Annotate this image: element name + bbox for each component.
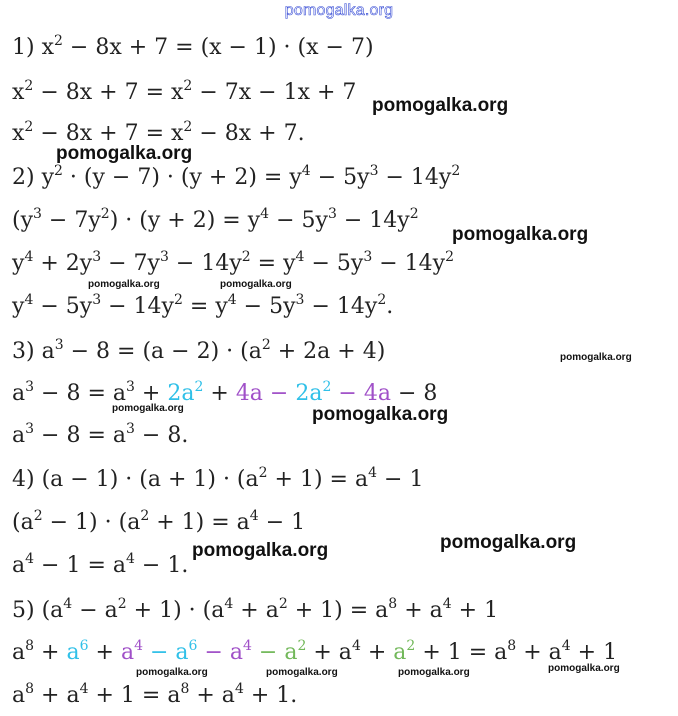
expression-text: 3) a	[12, 339, 55, 364]
exponent: 8	[507, 638, 517, 654]
expression-text: − 14y	[378, 165, 452, 190]
equation-line-4	[12, 163, 460, 193]
expression-text: x	[12, 121, 25, 146]
expression-text: + a	[189, 683, 235, 708]
exponent: 4	[295, 249, 305, 265]
exponent: 3	[295, 292, 305, 308]
exponent: 2	[53, 33, 63, 49]
equation-line-8	[12, 337, 385, 367]
watermark-text: pomogalka.org	[136, 667, 208, 678]
exponent: 6	[79, 638, 89, 654]
equation-line-16	[12, 681, 297, 711]
watermark-text: pomogalka.org	[452, 224, 589, 245]
expression-text: + a	[306, 640, 352, 665]
exponent: 4	[243, 638, 252, 654]
exponent: 4	[25, 551, 35, 567]
expression-text: − 5y	[269, 208, 328, 233]
watermark-text: pomogalka.org	[220, 279, 292, 290]
watermark-text: pomogalka.org	[560, 352, 632, 363]
expression-text: − 1.	[134, 553, 189, 578]
expression-text: 4a −	[235, 381, 296, 406]
exponent: 2	[451, 163, 461, 179]
expression-text: + 2y	[33, 251, 93, 276]
expression-text: − 8x + 7 = (x − 1) · (x − 7)	[62, 35, 374, 60]
exponent: 2	[322, 379, 332, 395]
equation-line-13	[12, 551, 188, 581]
exponent: 2	[33, 508, 43, 524]
exponent: 2	[100, 206, 110, 222]
expression-text: 2a	[167, 381, 195, 406]
expression-text: y	[12, 294, 25, 319]
equation-line-15	[12, 638, 617, 668]
expression-text: + 1	[451, 598, 499, 623]
exponent: 2	[173, 292, 183, 308]
expression-text: a	[12, 640, 26, 665]
exponent: 2	[406, 638, 416, 654]
equation-line-5	[12, 206, 419, 236]
expression-text: − 1	[377, 467, 424, 492]
exponent: 3	[33, 206, 42, 222]
expression-text: a	[12, 553, 26, 578]
exponent: 4	[24, 249, 34, 265]
expression-text: − 8 = a	[34, 381, 126, 406]
equation-line-2	[12, 78, 356, 108]
expression-text: + a	[34, 683, 80, 708]
expression-text: a	[12, 381, 26, 406]
exponent: 4	[24, 292, 34, 308]
expression-text: − 8 = a	[34, 423, 126, 448]
watermark-text: pomogalka.org	[56, 143, 193, 164]
exponent: 4	[224, 596, 234, 612]
exponent: 2	[183, 119, 193, 135]
expression-text: 2) y	[12, 165, 55, 190]
exponent: 8	[180, 681, 190, 697]
watermark-text: pomogalka.org	[266, 667, 338, 678]
exponent: 4	[227, 292, 237, 308]
exponent: 4	[442, 596, 452, 612]
expression-text: + a	[397, 598, 443, 623]
expression-text: 5) (a	[12, 598, 64, 623]
expression-text: 4) (a − 1) · (a + 1) · (a	[12, 467, 259, 492]
expression-text: + 1) = a	[287, 598, 389, 623]
expression-text: .	[386, 294, 394, 319]
exponent: 4	[126, 551, 135, 567]
exponent: 3	[54, 337, 64, 353]
exponent: 3	[369, 163, 379, 179]
expression-text: − 8x + 7.	[192, 121, 305, 146]
exponent: 2	[194, 379, 204, 395]
equation-line-12	[12, 508, 305, 538]
expression-text: − 5y	[33, 294, 93, 319]
exponent: 3	[25, 379, 35, 395]
equation-line-10	[12, 421, 188, 451]
expression-text: (a	[12, 510, 34, 535]
expression-text: − a	[251, 640, 298, 665]
expression-text: +	[360, 640, 394, 665]
exponent: 3	[92, 249, 102, 265]
expression-text: − a	[72, 598, 118, 623]
exponent: 4	[234, 681, 244, 697]
expression-text: a	[120, 640, 135, 665]
expression-text: a	[66, 640, 80, 665]
exponent: 6	[188, 638, 198, 654]
exponent: 2	[261, 337, 271, 353]
watermark-text: pomogalka.org	[112, 403, 184, 414]
expression-text: x	[12, 80, 25, 105]
exponent: 2	[445, 249, 455, 265]
exponent: 2	[258, 465, 268, 481]
exponent: 4	[351, 638, 361, 654]
expression-text: − 8 = (a − 2) · (a	[63, 339, 262, 364]
expression-text: +	[134, 381, 168, 406]
expression-text: + a	[516, 640, 562, 665]
expression-text: + 1) = a	[267, 467, 369, 492]
expression-text: · (y − 7) · (y + 2) = y	[62, 165, 302, 190]
expression-text: +	[34, 640, 67, 665]
expression-text: − 8	[390, 381, 438, 406]
expression-text: +	[203, 381, 236, 406]
expression-text: − 5y	[304, 251, 364, 276]
expression-text: − 7y	[41, 208, 101, 233]
expression-text: − 1) · (a	[42, 510, 141, 535]
expression-text: + 1) = a	[149, 510, 250, 535]
expression-text: + 2a + 4)	[270, 339, 386, 364]
expression-text: − 5y	[310, 165, 370, 190]
expression-text: − 14y	[336, 208, 410, 233]
exponent: 4	[301, 163, 311, 179]
expression-text: − 14y	[168, 251, 242, 276]
expression-text: − a	[197, 640, 243, 665]
equation-line-11	[12, 465, 423, 495]
expression-text: − 8x + 7 = x	[33, 80, 184, 105]
expression-text: + a	[233, 598, 279, 623]
expression-text: 1) x	[12, 35, 54, 60]
exponent: 4	[368, 465, 378, 481]
expression-text: + 1.	[243, 683, 298, 708]
watermark-text: pomogalka.org	[192, 540, 329, 561]
expression-text: + 1 = a	[415, 640, 508, 665]
exponent: 2	[409, 206, 419, 222]
expression-text: − 8x + 7 = x	[33, 121, 184, 146]
expression-text: (y	[12, 208, 34, 233]
watermark-text: pomogalka.org	[372, 95, 509, 116]
equation-line-1	[12, 33, 374, 63]
expression-text: − 8.	[134, 423, 189, 448]
exponent: 2	[377, 292, 387, 308]
exponent: 8	[25, 638, 35, 654]
exponent: 3	[126, 379, 135, 395]
exponent: 4	[260, 206, 270, 222]
exponent: 3	[92, 292, 102, 308]
expression-text: a	[12, 423, 26, 448]
expression-text: − 1 = a	[34, 553, 126, 578]
exponent: 4	[63, 596, 73, 612]
exponent: 2	[117, 596, 127, 612]
expression-text: a	[12, 683, 26, 708]
expression-text: + 1) · (a	[126, 598, 225, 623]
exponent: 2	[297, 638, 307, 654]
expression-text: +	[88, 640, 121, 665]
exponent: 4	[134, 638, 143, 654]
exponent: 3	[25, 421, 35, 437]
exponent: 2	[140, 508, 150, 524]
watermark-text: pomogalka.org	[312, 404, 449, 425]
expression-text: = y	[250, 251, 296, 276]
expression-text: 2a	[295, 381, 323, 406]
exponent: 3	[160, 249, 169, 265]
exponent: 2	[54, 163, 63, 179]
exponent: 8	[388, 596, 398, 612]
watermark-text: pomogalka.org	[548, 663, 620, 674]
exponent: 3	[126, 421, 135, 437]
expression-text: − 14y	[304, 294, 378, 319]
header-watermark: pomogalka.org	[284, 2, 394, 19]
exponent: 2	[241, 249, 251, 265]
exponent: 8	[25, 681, 35, 697]
exponent: 4	[561, 638, 571, 654]
expression-text: ) · (y + 2) = y	[109, 208, 261, 233]
expression-text: − 1	[258, 510, 306, 535]
expression-text: − 5y	[236, 294, 296, 319]
expression-text: − 7x − 1x + 7	[192, 80, 357, 105]
watermark-text: pomogalka.org	[398, 667, 470, 678]
watermark-text: pomogalka.org	[440, 532, 577, 553]
expression-text: y	[12, 251, 25, 276]
equation-line-6	[12, 249, 454, 279]
watermark-text: pomogalka.org	[88, 279, 160, 290]
exponent: 4	[79, 681, 89, 697]
expression-text: + 1 = a	[88, 683, 181, 708]
expression-text: − 14y	[101, 294, 174, 319]
expression-text: − 14y	[372, 251, 446, 276]
expression-text: a	[393, 640, 407, 665]
exponent: 3	[363, 249, 373, 265]
exponent: 4	[249, 508, 259, 524]
exponent: 2	[24, 119, 34, 135]
exponent: 2	[183, 78, 193, 94]
expression-text: = y	[182, 294, 228, 319]
expression-text: + 1	[570, 640, 618, 665]
equation-line-14	[12, 596, 498, 626]
exponent: 2	[278, 596, 288, 612]
exponent: 2	[24, 78, 34, 94]
expression-text: − 4a	[331, 381, 391, 406]
expression-text: − a	[142, 640, 189, 665]
equation-line-7	[12, 292, 393, 322]
expression-text: − 7y	[101, 251, 160, 276]
exponent: 3	[327, 206, 337, 222]
